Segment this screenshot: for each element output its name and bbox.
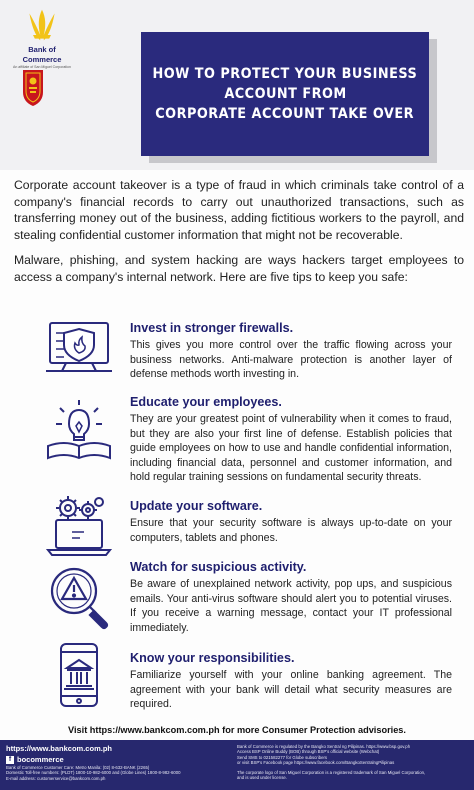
tip-title: Know your responsibilities.	[130, 651, 295, 665]
tip-body: They are your greatest point of vulnerability when it comes to fraud, but they are also your first line of defense. Establish policies that guide employees on how to use and handle confidential information, including financial data, personnel and customer information, and hold regular training sessions on fundamental security threats.	[130, 413, 452, 484]
tip-title: Watch for suspicious activity.	[130, 560, 307, 574]
intro-paragraph-1: Corporate account takeover is a type of fraud in which criminals take control of a company's financial records to carry out unauthorized transactions, such as transferring money out of the business, adding fictitious workers to the payroll, and stealing confidential customer information that might not be recoverable.	[14, 178, 464, 242]
title-line-3: CORPORATE ACCOUNT TAKE OVER	[155, 106, 415, 122]
header	[0, 0, 474, 170]
footer-trademark-line: The corporate logo of San Miguel Corporation is a registered trademark of San Miguel Corporation,	[237, 769, 426, 775]
gears-laptop-icon	[44, 490, 114, 560]
mobile-bank-icon	[44, 642, 114, 712]
footer-website-link[interactable]: https://www.bankcom.com.ph	[6, 744, 112, 753]
bank-logo	[12, 8, 72, 69]
footer-facebook[interactable]	[6, 754, 226, 765]
footer-contact-line: Domestic Toll-free numbers: (PLDT) 1800-10-982-6000 and (Globe Lines) 1800-8-982-6000	[6, 770, 181, 776]
lightbulb-book-icon	[44, 398, 114, 468]
footer-regulation-line: Send SMS to 021582277 for Globe subscribers	[237, 754, 328, 760]
tip-title: Invest in stronger firewalls.	[130, 321, 294, 335]
footer-regulation-line: or visit BSP's Facebook page https://www.facebook.com/BangkoSentralngPilipinas	[237, 760, 395, 766]
tip-body: This gives you more control over the traffic flowing across your business networks. Anti-malware protection is another layer of defense methods worth investing in.	[130, 339, 452, 381]
tip-text	[130, 559, 452, 635]
tip-body: Familiarize yourself with your online banking agreement. The agreement with your bank will detail what security measures are required.	[130, 669, 452, 711]
tip-title: Educate your employees.	[130, 395, 282, 409]
tip-body: Ensure that your security software is always up-to-date on your computers, tablets and phones.	[130, 517, 452, 544]
bank-tagline: An affiliate of San Miguel Corporation	[13, 65, 71, 69]
facebook-icon: f	[6, 756, 14, 764]
footer-right	[237, 744, 469, 780]
firewall-icon	[44, 315, 114, 385]
facebook-handle[interactable]: bocommerce	[17, 755, 64, 764]
tip-body: Be aware of unexplained network activity, pop ups, and suspicious emails. Your anti-virus software should alert you to potential viruses. If you receive a warning message, contact your IT professional immediately.	[130, 578, 452, 634]
bank-name-line1: Bank of	[28, 45, 56, 54]
tip-text	[130, 394, 452, 485]
footer	[0, 740, 474, 790]
intro	[14, 177, 464, 294]
tip-title: Update your software.	[130, 499, 263, 513]
title-line-2: ACCOUNT FROM	[223, 86, 347, 102]
bank-logo-icon	[24, 8, 60, 44]
warning-magnifier-icon	[44, 561, 114, 631]
tip-text	[130, 650, 452, 712]
footer-regulation-line: Bank of Commerce is regulated by the Bangko Sentral ng Pilipinas. https://www.bsp.gov.ph	[237, 744, 411, 749]
footer-left	[6, 744, 226, 781]
footer-trademark-line: and is used under license.	[237, 775, 287, 781]
intro-paragraph-2: Malware, phishing, and system hacking are ways hackers target employees to access a company's internal network. Here are five tips to keep you safe:	[14, 253, 464, 284]
footer-contact-line: Bank of Commerce Customer Care: Metro Manila: (02) 8-632-BANK (2265)	[6, 765, 150, 770]
footer-contact-line: E-mail address: customerservice@bankcom.com.ph	[6, 775, 106, 781]
bank-name-line2: Commerce	[22, 55, 62, 64]
san-miguel-seal-icon	[20, 68, 46, 108]
visit-link[interactable]: Visit https://www.bankcom.com.ph for more Consumer Protection advisories.	[68, 725, 406, 735]
title-banner	[141, 32, 429, 156]
title-line-1: HOW TO PROTECT YOUR BUSINESS	[152, 66, 418, 82]
tip-text	[130, 320, 452, 382]
tip-text	[130, 498, 452, 545]
footer-regulation-line: Access BSP Online Buddy (BOB) through BSP's official website (Webchat)	[237, 749, 380, 755]
